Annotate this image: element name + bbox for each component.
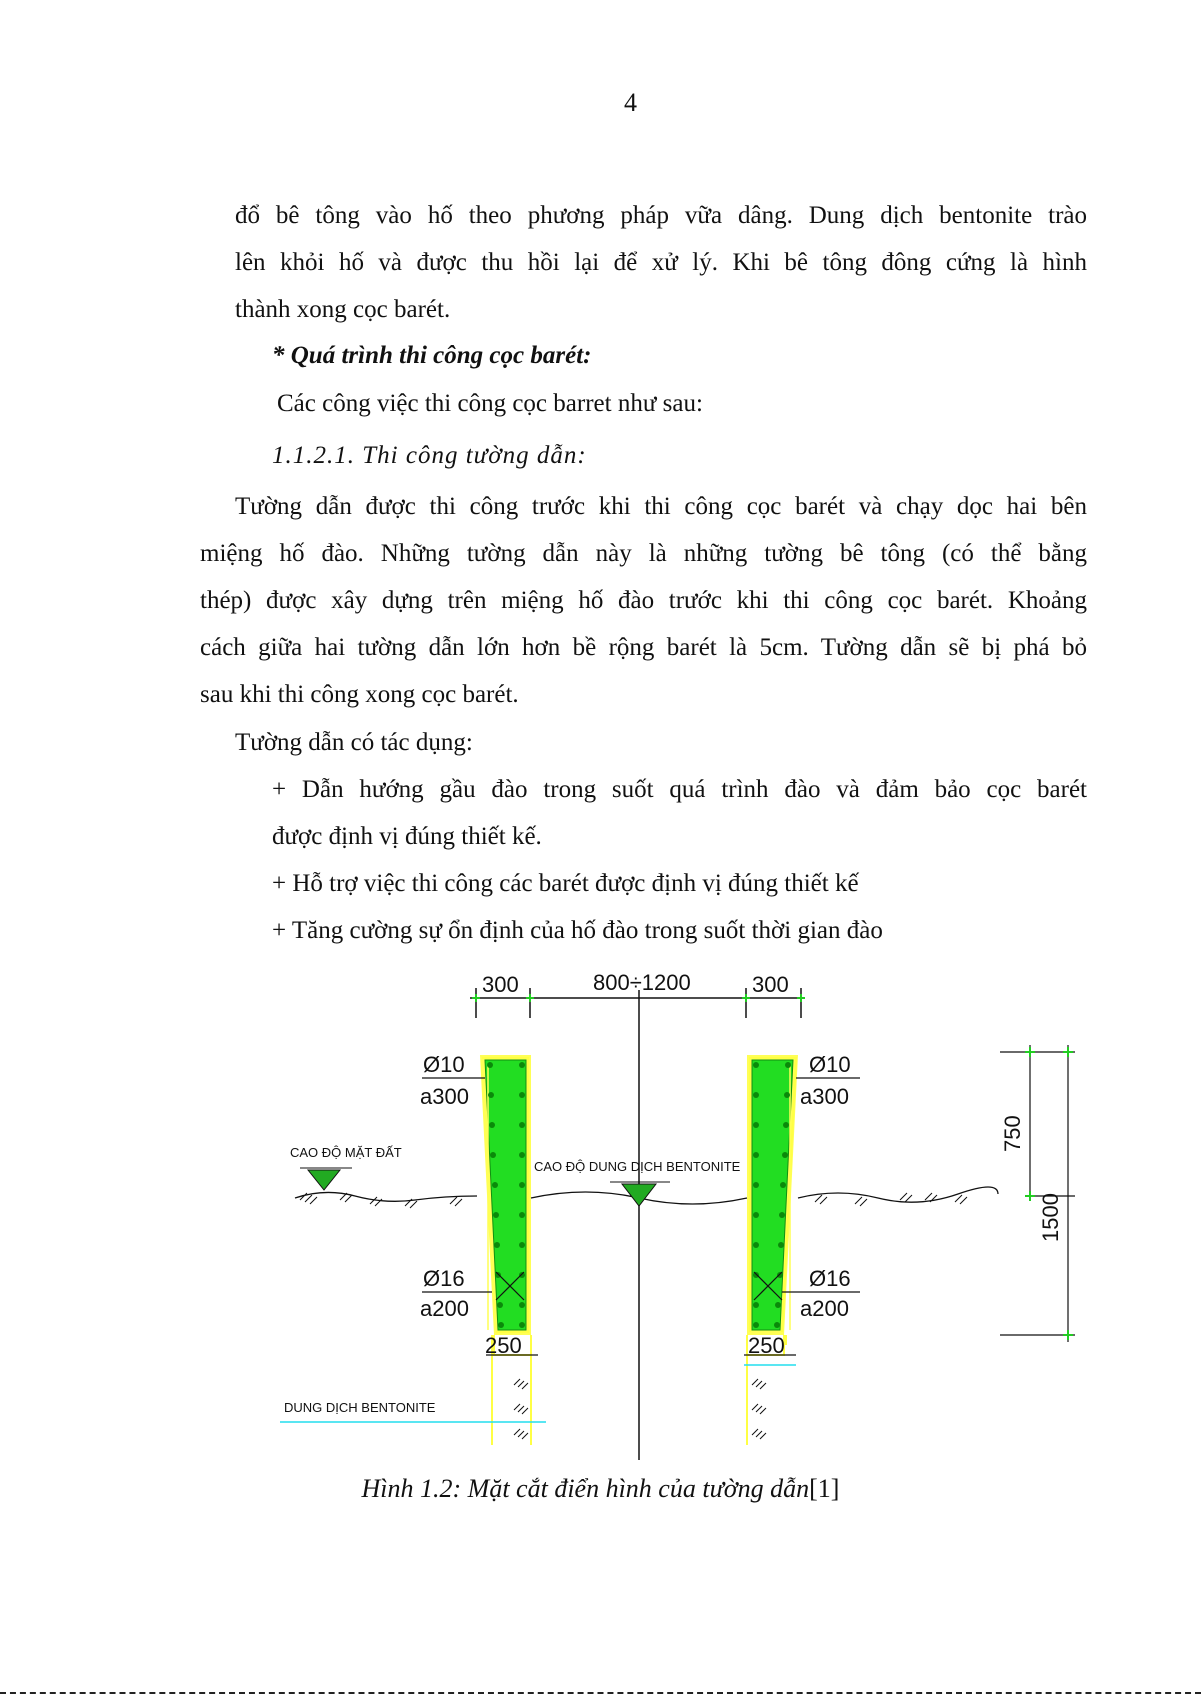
label-bentonite-level: CAO ĐỘ DUNG DỊCH BENTONITE	[534, 1159, 741, 1174]
paragraph-line: thép) được xây dựng trên miệng hố đào trước khi thi công cọc barét. Khoảng	[200, 587, 1087, 614]
rebar-top-right-dia: Ø10	[809, 1052, 851, 1077]
rebar-top-right-spacing: a300	[800, 1084, 849, 1109]
effects-intro: Tường dẫn có tác dụng:	[235, 729, 473, 756]
page-number: 4	[624, 88, 637, 117]
paragraph-line: Tường dẫn được thi công trước khi thi công cọc barét và chạy dọc hai bên	[235, 493, 1087, 520]
dim-upper-height: 750	[1000, 1115, 1025, 1152]
paragraph-line: miệng hố đào. Những tường dẫn này là những tường bê tông (có thể bằng	[200, 540, 1087, 567]
paragraph-line: sau khi thi công xong cọc barét.	[200, 681, 519, 708]
section-heading: * Quá trình thi công cọc barét:	[272, 342, 592, 369]
rebar-bottom-left-spacing: a200	[420, 1296, 469, 1321]
paragraph-line: cách giữa hai tường dẫn lớn hơn bề rộng barét là 5cm. Tường dẫn sẽ bị phá bỏ	[200, 634, 1087, 661]
bullet-item: + Tăng cường sự ổn định của hố đào trong suốt thời gian đào	[272, 917, 883, 944]
rebar-bottom-left-dia: Ø16	[423, 1266, 465, 1291]
ground-level-marker-icon	[300, 1168, 352, 1190]
dim-bottom-left: 250	[485, 1333, 522, 1358]
bullet-item: + Hỗ trợ việc thi công các barét được định vị đúng thiết kế	[272, 870, 859, 897]
rebar-top-left-spacing: a300	[420, 1084, 469, 1109]
intro-text: Các công việc thi công cọc barret như sau:	[277, 390, 703, 417]
caption-text: Hình 1.2: Mặt cắt điển hình của tường dẫn	[361, 1474, 810, 1503]
guide-wall-section-figure	[260, 960, 1120, 1460]
paragraph-line: lên khỏi hố và được thu hồi lại để xử lý. Khi bê tông đông cứng là hình	[235, 249, 1087, 276]
dim-gap: 800÷1200	[593, 970, 691, 995]
label-bentonite: DUNG DỊCH BENTONITE	[284, 1400, 436, 1415]
dim-total-height: 1500	[1038, 1193, 1063, 1242]
figure-caption	[0, 1474, 1201, 1504]
dim-bottom-right: 250	[748, 1333, 785, 1358]
label-ground-level: CAO ĐỘ MẶT ĐẤT	[290, 1145, 402, 1160]
rebar-bottom-right-dia: Ø16	[809, 1266, 851, 1291]
paragraph-line: đổ bê tông vào hố theo phương pháp vữa dâng. Dung dịch bentonite trào	[235, 202, 1087, 229]
dim-left-wall: 300	[482, 972, 519, 997]
paragraph-line: thành xong cọc barét.	[235, 296, 451, 323]
dim-right-wall: 300	[752, 972, 789, 997]
bullet-item-continuation: được định vị đúng thiết kế.	[272, 823, 542, 850]
rebar-bottom-right-spacing: a200	[800, 1296, 849, 1321]
soil-hatch-below	[514, 1379, 766, 1439]
caption-reference: [1]	[809, 1474, 840, 1503]
right-guide-wall	[747, 1055, 798, 1445]
bullet-item: + Dẫn hướng gầu đào trong suốt quá trình đào và đảm bảo cọc barét	[272, 776, 1087, 803]
rebar-top-left-dia: Ø10	[423, 1052, 465, 1077]
subsection-heading: 1.1.2.1. Thi công tường dẫn:	[272, 442, 587, 469]
left-guide-wall	[480, 1055, 531, 1445]
page-bottom-border	[0, 1692, 1201, 1696]
